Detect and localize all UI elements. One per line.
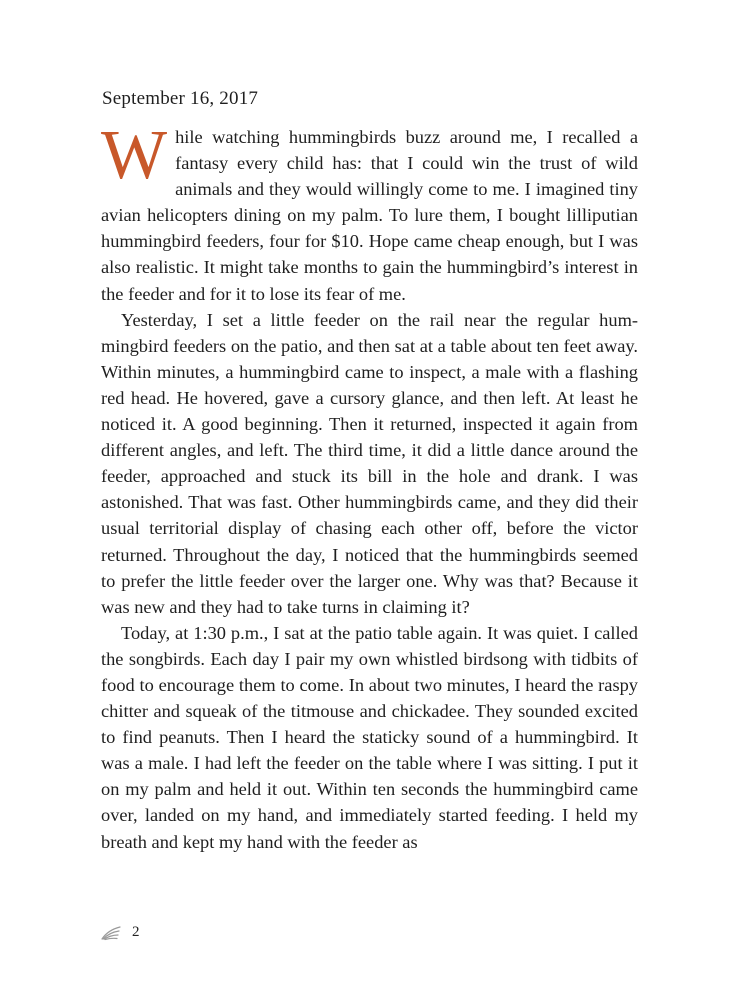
- drop-cap: W: [101, 117, 168, 194]
- paragraph-3: Today, at 1:30 p.m., I sat at the patio table again. It was quiet. I called the songbirds. Each day I pair my own whistled birdsong with tidbits of food to encourage them to come. In about two minutes, I heard the raspy chitter and squeak of the titmouse and chickadee. They sounded excited to find peanuts. Then I heard the staticky sound of a hummingbird. It was a male. I had left the feeder on the table where I was sitting. I put it on my palm and held it out. Within ten seconds the hummingbird came over, landed on my hand, and immediately started feeding. I held my breath and kept my hand with the feeder as: [101, 622, 638, 852]
- date-heading: September 16, 2017: [102, 88, 259, 109]
- page-number: 2: [132, 924, 140, 940]
- paragraph-1-text: hile watching hummingbirds buzz around me, I recalled a fantasy every child has: that I could win the trust of wild animals and they would willingly come to me. I imagined tiny avian helicopters dining on my palm. To lure them, I bought lilliputian hummingbird feeders, four for $10. Hope came cheap enough, but I was also realistic. It might take months to gain the hummingbird’s interest in the feeder and for it to lose its fear of me.: [101, 127, 638, 304]
- body-text: [101, 117, 638, 855]
- paragraph-1: [101, 117, 638, 307]
- page-footer: [100, 924, 140, 941]
- paragraph-2: Yesterday, I set a little feeder on the rail near the regular hum-mingbird feeders on the patio, and then sat at a table about ten feet away. Within minutes, a hummingbird came to inspect, a male with a flashing red head. He hovered, gave a cursory glance, and then left. At least he noticed it. A good beginning. Then it returned, inspected it again from different angles, and left. The third time, it did a little dance around the feeder, approached and stuck its bill in the hole and drank. I was astonished. That was fast. Other hummingbirds came, and they did their usual territorial display of chasing each other off, before the victor returned. Throughout the day, I noticed that the hummingbirds seemed to prefer the little feeder over the larger one. Why was that? Because it was new and they had to take turns in claiming it?: [101, 309, 638, 617]
- feather-wing-icon: [100, 925, 122, 941]
